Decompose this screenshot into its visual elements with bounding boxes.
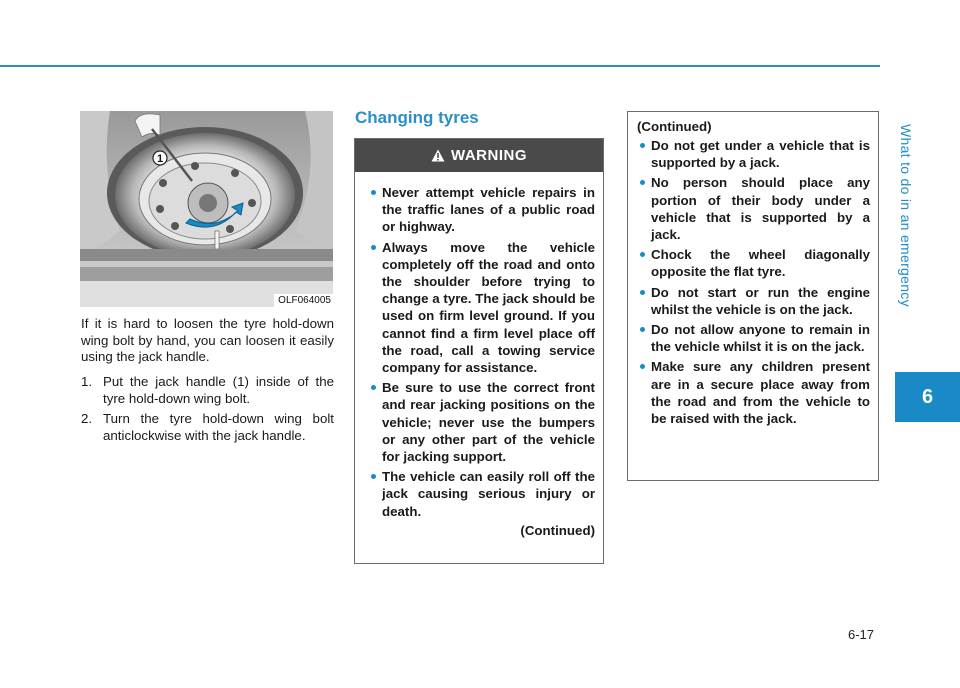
step-text: Turn the tyre hold-down wing bolt anticlockwise with the jack handle. [103,411,334,443]
warning-item: Never attempt vehicle repairs in the traffic lanes of a public road or highway. [368,184,595,236]
section-title: Changing tyres [355,108,479,127]
page-number: 6-17 [848,627,875,642]
warning-continued: (Continued) [520,522,595,538]
figure-caption: OLF064005 [274,294,333,307]
warning-header [355,139,603,172]
step-number: 2. [81,411,93,426]
chapter-title-text: What to do in an emergency [898,123,914,307]
continued-item: Do not start or run the engine whilst the vehicle is on the jack. [637,284,870,318]
continued-item: Do not allow anyone to remain in the vehicle whilst it is on the jack. [637,321,870,355]
figure-callout-1: 1 [156,153,164,165]
chapter-tab: 6 [895,372,960,422]
warning-item: Always move the vehicle completely off the road and onto the shoulder before trying to change a tyre. The jack should be used on firm level ground. If you cannot find a firm level place off the road, call a towing service company for assistance. [368,239,595,377]
warning-box [354,138,604,564]
instruction-steps [81,374,334,448]
spare-tyre-drawing [80,111,333,307]
continued-title: (Continued) [637,119,712,134]
warning-triangle-icon [431,149,445,162]
warning-title: WARNING [451,147,527,164]
continued-list [637,137,870,427]
chapter-title [895,70,917,360]
warning-item: Be sure to use the correct front and rear jacking positions on the vehicle; never use the bumpers or any other part of the vehicle for jacking support. [368,379,595,465]
warning-item: The vehicle can easily roll off the jack causing serious injury or death. [368,468,595,520]
spare-tyre-illustration [80,111,333,307]
warning-list [368,184,595,520]
continued-item: No person should place any portion of their body under a vehicle that is supported by a jack. [637,174,870,243]
step-item [81,374,334,407]
continued-item: Do not get under a vehicle that is supported by a jack. [637,137,870,171]
intro-paragraph: If it is hard to loosen the tyre hold-down wing bolt by hand, you can loosen it easily using the jack handle. [81,316,334,364]
continued-item: Make sure any children present are in a secure place away from the road and from the vehicle to be raised with the jack. [637,358,870,427]
continued-item: Chock the wheel diagonally opposite the flat tyre. [637,246,870,280]
step-number: 1. [81,374,93,389]
continued-warning-box [627,111,879,481]
step-item [81,411,334,444]
step-text: Put the jack handle (1) inside of the tyre hold-down wing bolt. [103,374,334,406]
header-rule [0,65,880,67]
